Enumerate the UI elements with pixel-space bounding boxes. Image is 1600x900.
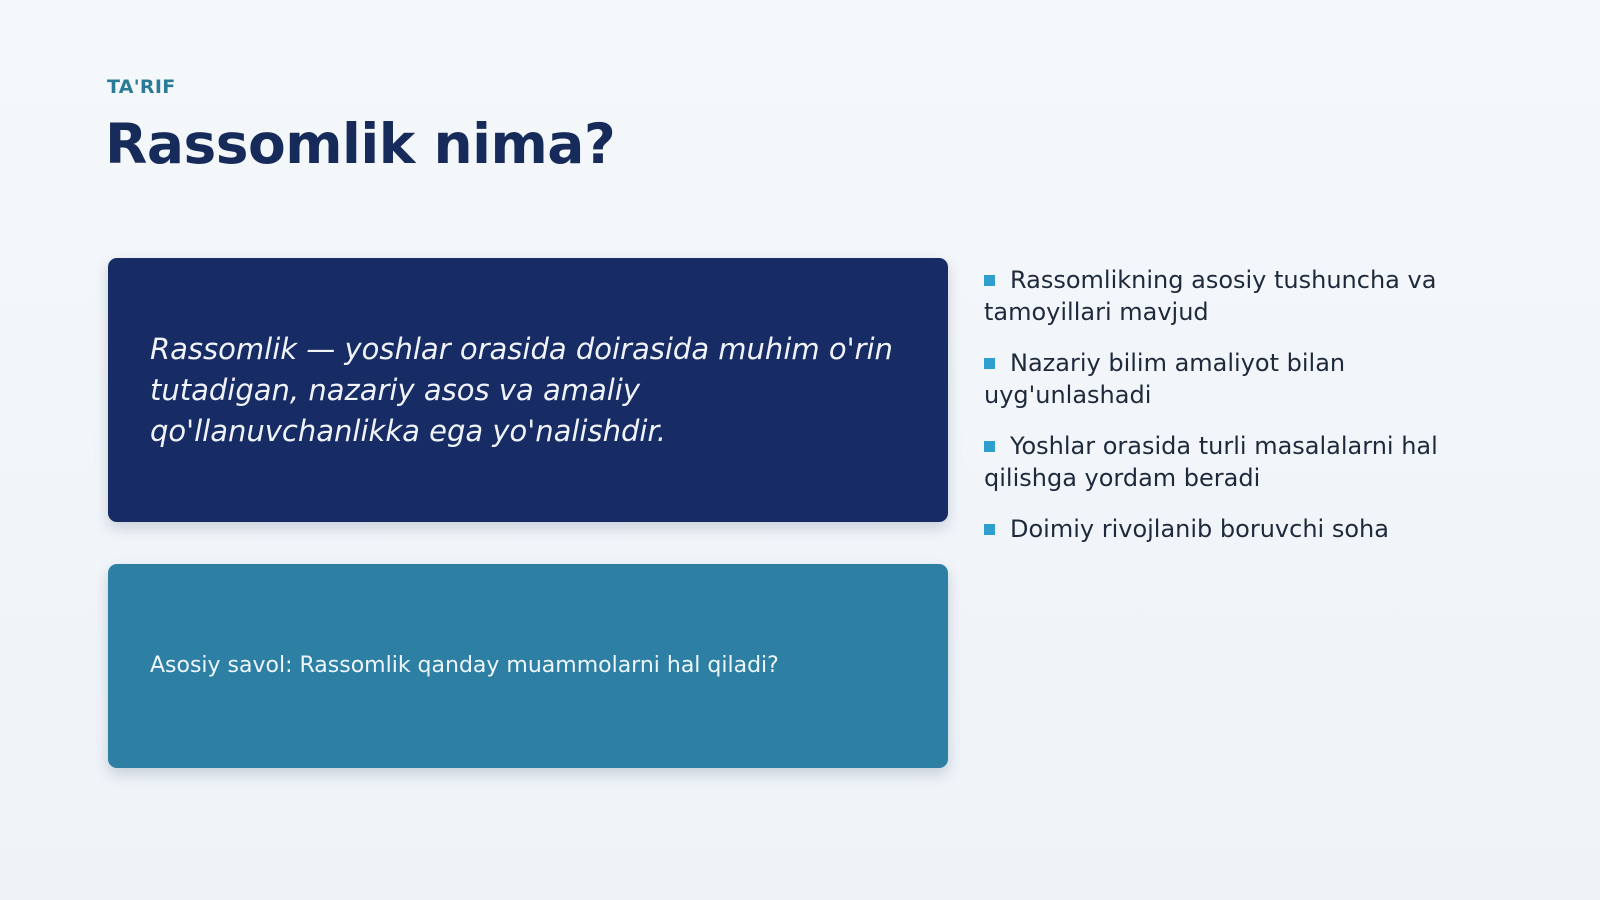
bullet-text: Yoshlar orasida turli masalalarni hal qilishga yordam beradi bbox=[984, 432, 1438, 492]
key-question-text: Asosiy savol: Rassomlik qanday muammolarni hal qiladi? bbox=[150, 653, 779, 678]
slide-title: Rassomlik nima? bbox=[105, 112, 616, 176]
bullet-item bbox=[984, 430, 1484, 494]
square-bullet-icon bbox=[984, 441, 995, 452]
bullet-item bbox=[984, 513, 1484, 545]
bullet-list bbox=[984, 264, 1484, 564]
definition-card bbox=[108, 258, 948, 522]
bullet-text: Nazariy bilim amaliyot bilan uyg'unlashadi bbox=[984, 349, 1346, 409]
key-question-card bbox=[108, 564, 948, 768]
square-bullet-icon bbox=[984, 358, 995, 369]
square-bullet-icon bbox=[984, 524, 995, 535]
square-bullet-icon bbox=[984, 275, 995, 286]
bullet-item bbox=[984, 264, 1484, 328]
bullet-text: Doimiy rivojlanib boruvchi soha bbox=[1010, 515, 1389, 543]
bullet-text: Rassomlikning asosiy tushuncha va tamoyillari mavjud bbox=[984, 266, 1437, 326]
definition-text: Rassomlik — yoshlar orasida doirasida muhim o'rin tutadigan, nazariy asos va amaliy qo'llanuvchanlikka ega yo'nalishdir. bbox=[150, 331, 893, 448]
bullet-item bbox=[984, 347, 1484, 411]
section-eyebrow: TA'RIF bbox=[107, 76, 176, 98]
